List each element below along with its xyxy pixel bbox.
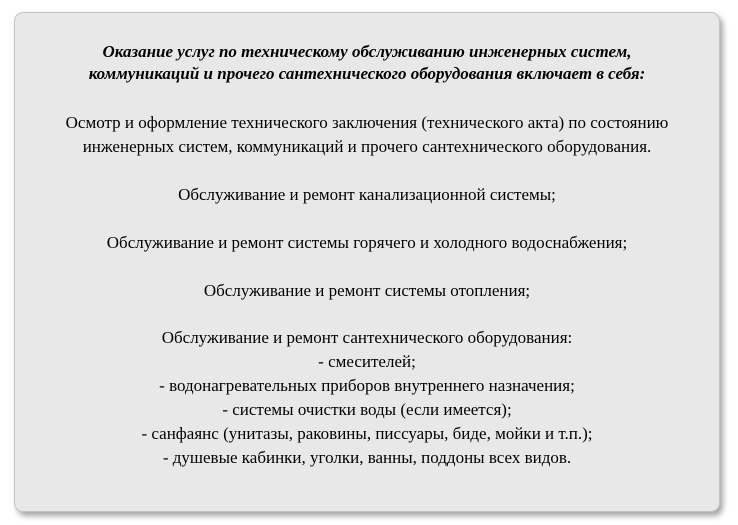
heading-line-2: коммуникаций и прочего сантехнического оборудования включает в себя: — [88, 64, 646, 83]
service-item-heating — [15, 279, 719, 303]
service-item-sewer — [15, 183, 719, 207]
heading-line-1: Оказание услуг по техническому обслуживанию инженерных систем, — [102, 42, 632, 61]
sub-item-mixers: - смесителей; — [318, 352, 416, 371]
sub-item-sanitary-ware: - санфаянс (унитазы, раковины, писсуары, биде, мойки и т.п.); — [141, 424, 593, 443]
service-item-line: инженерных систем, коммуникаций и прочего сантехнического оборудования. — [82, 137, 652, 156]
service-item-plumbing-equipment — [15, 326, 719, 470]
service-item-line: Обслуживание и ремонт сантехнического оборудования: — [161, 328, 573, 347]
service-item-line: Обслуживание и ремонт системы отопления; — [203, 281, 531, 300]
sub-item-water-heaters: - водонагревательных приборов внутреннего назначения; — [159, 376, 575, 395]
service-item-water-supply — [15, 231, 719, 255]
services-card — [14, 12, 720, 512]
sub-item-water-purification: - системы очистки воды (если имеется); — [222, 400, 512, 419]
services-heading — [15, 41, 719, 85]
sub-item-shower-cabins: - душевые кабинки, уголки, ванны, поддоны всех видов. — [162, 448, 572, 467]
service-item-inspection — [15, 111, 719, 159]
service-item-line: Осмотр и оформление технического заключения (технического акта) по состоянию — [65, 113, 669, 132]
service-item-line: Обслуживание и ремонт канализационной системы; — [178, 185, 556, 204]
service-item-line: Обслуживание и ремонт системы горячего и холодного водоснабжения; — [106, 233, 628, 252]
